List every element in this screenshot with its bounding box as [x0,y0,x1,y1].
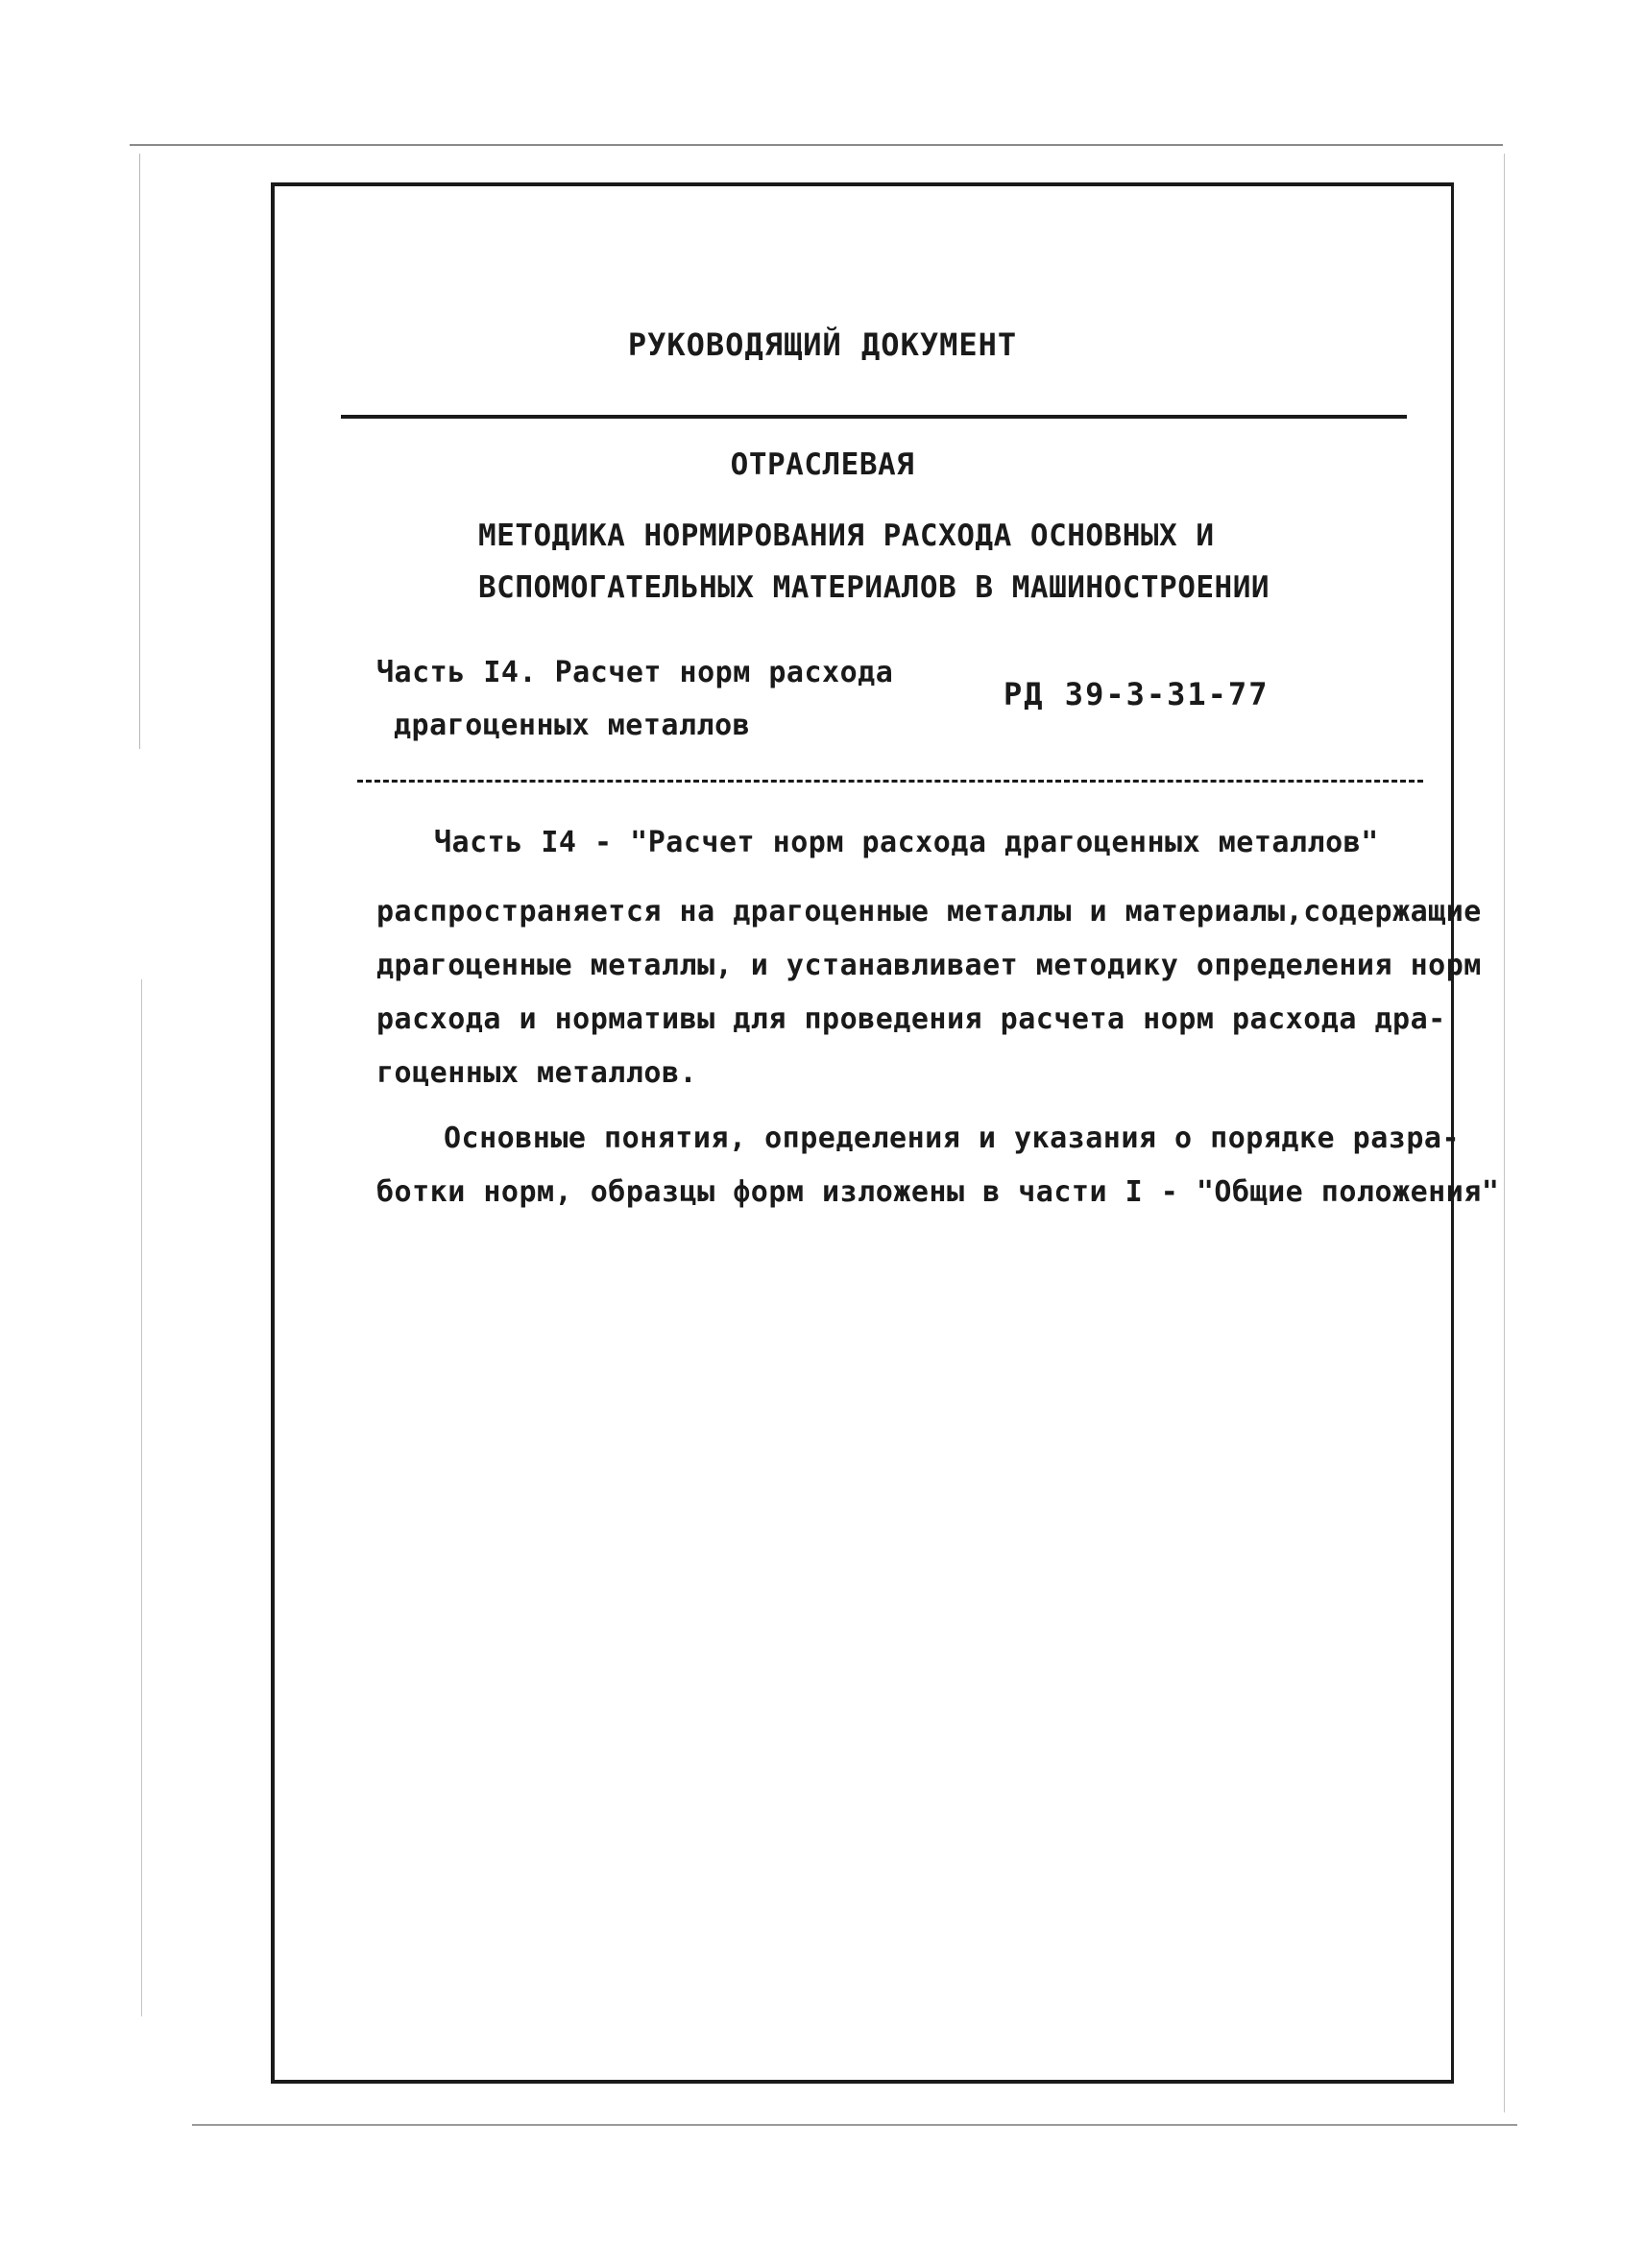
body-line-6: Основные понятия, определения и указания о порядке разра- [444,1122,1461,1155]
part-title-line-1: Часть I4. Расчет норм расхода [376,656,894,689]
document-title: РУКОВОДЯЩИЙ ДОКУМЕНТ [627,326,1018,363]
subtitle-line-3: ВСПОМОГАТЕЛЬНЫХ МАТЕРИАЛОВ В МАШИНОСТРОЕНИИ [478,570,1270,605]
scan-edge-top [130,144,1503,146]
scan-edge-left-lower [141,979,142,2016]
subtitle-line-1: ОТРАСЛЕВАЯ [730,447,915,482]
scan-edge-bottom [192,2124,1517,2126]
title-divider [341,415,1407,419]
body-line-3: драгоценные металлы, и устанавливает методику определения норм [376,949,1482,982]
subtitle-line-2: МЕТОДИКА НОРМИРОВАНИЯ РАСХОДА ОСНОВНЫХ И [478,519,1215,553]
body-line-1: Часть I4 - "Расчет норм расхода драгоценных металлов" [434,826,1379,859]
document-code: РД 39-3-31-77 [1004,676,1270,712]
part-title-line-2: драгоценных металлов [394,709,751,742]
body-line-4: расхода и нормативы для проведения расчета норм расхода дра- [376,1002,1446,1036]
header-divider [357,780,1423,783]
body-line-7: ботки норм, образцы форм изложены в части I - "Общие положения" [376,1175,1500,1209]
body-line-2: распространяется на драгоценные металлы и материалы,содержащие [376,895,1482,929]
body-line-5: гоценных металлов. [376,1056,698,1090]
